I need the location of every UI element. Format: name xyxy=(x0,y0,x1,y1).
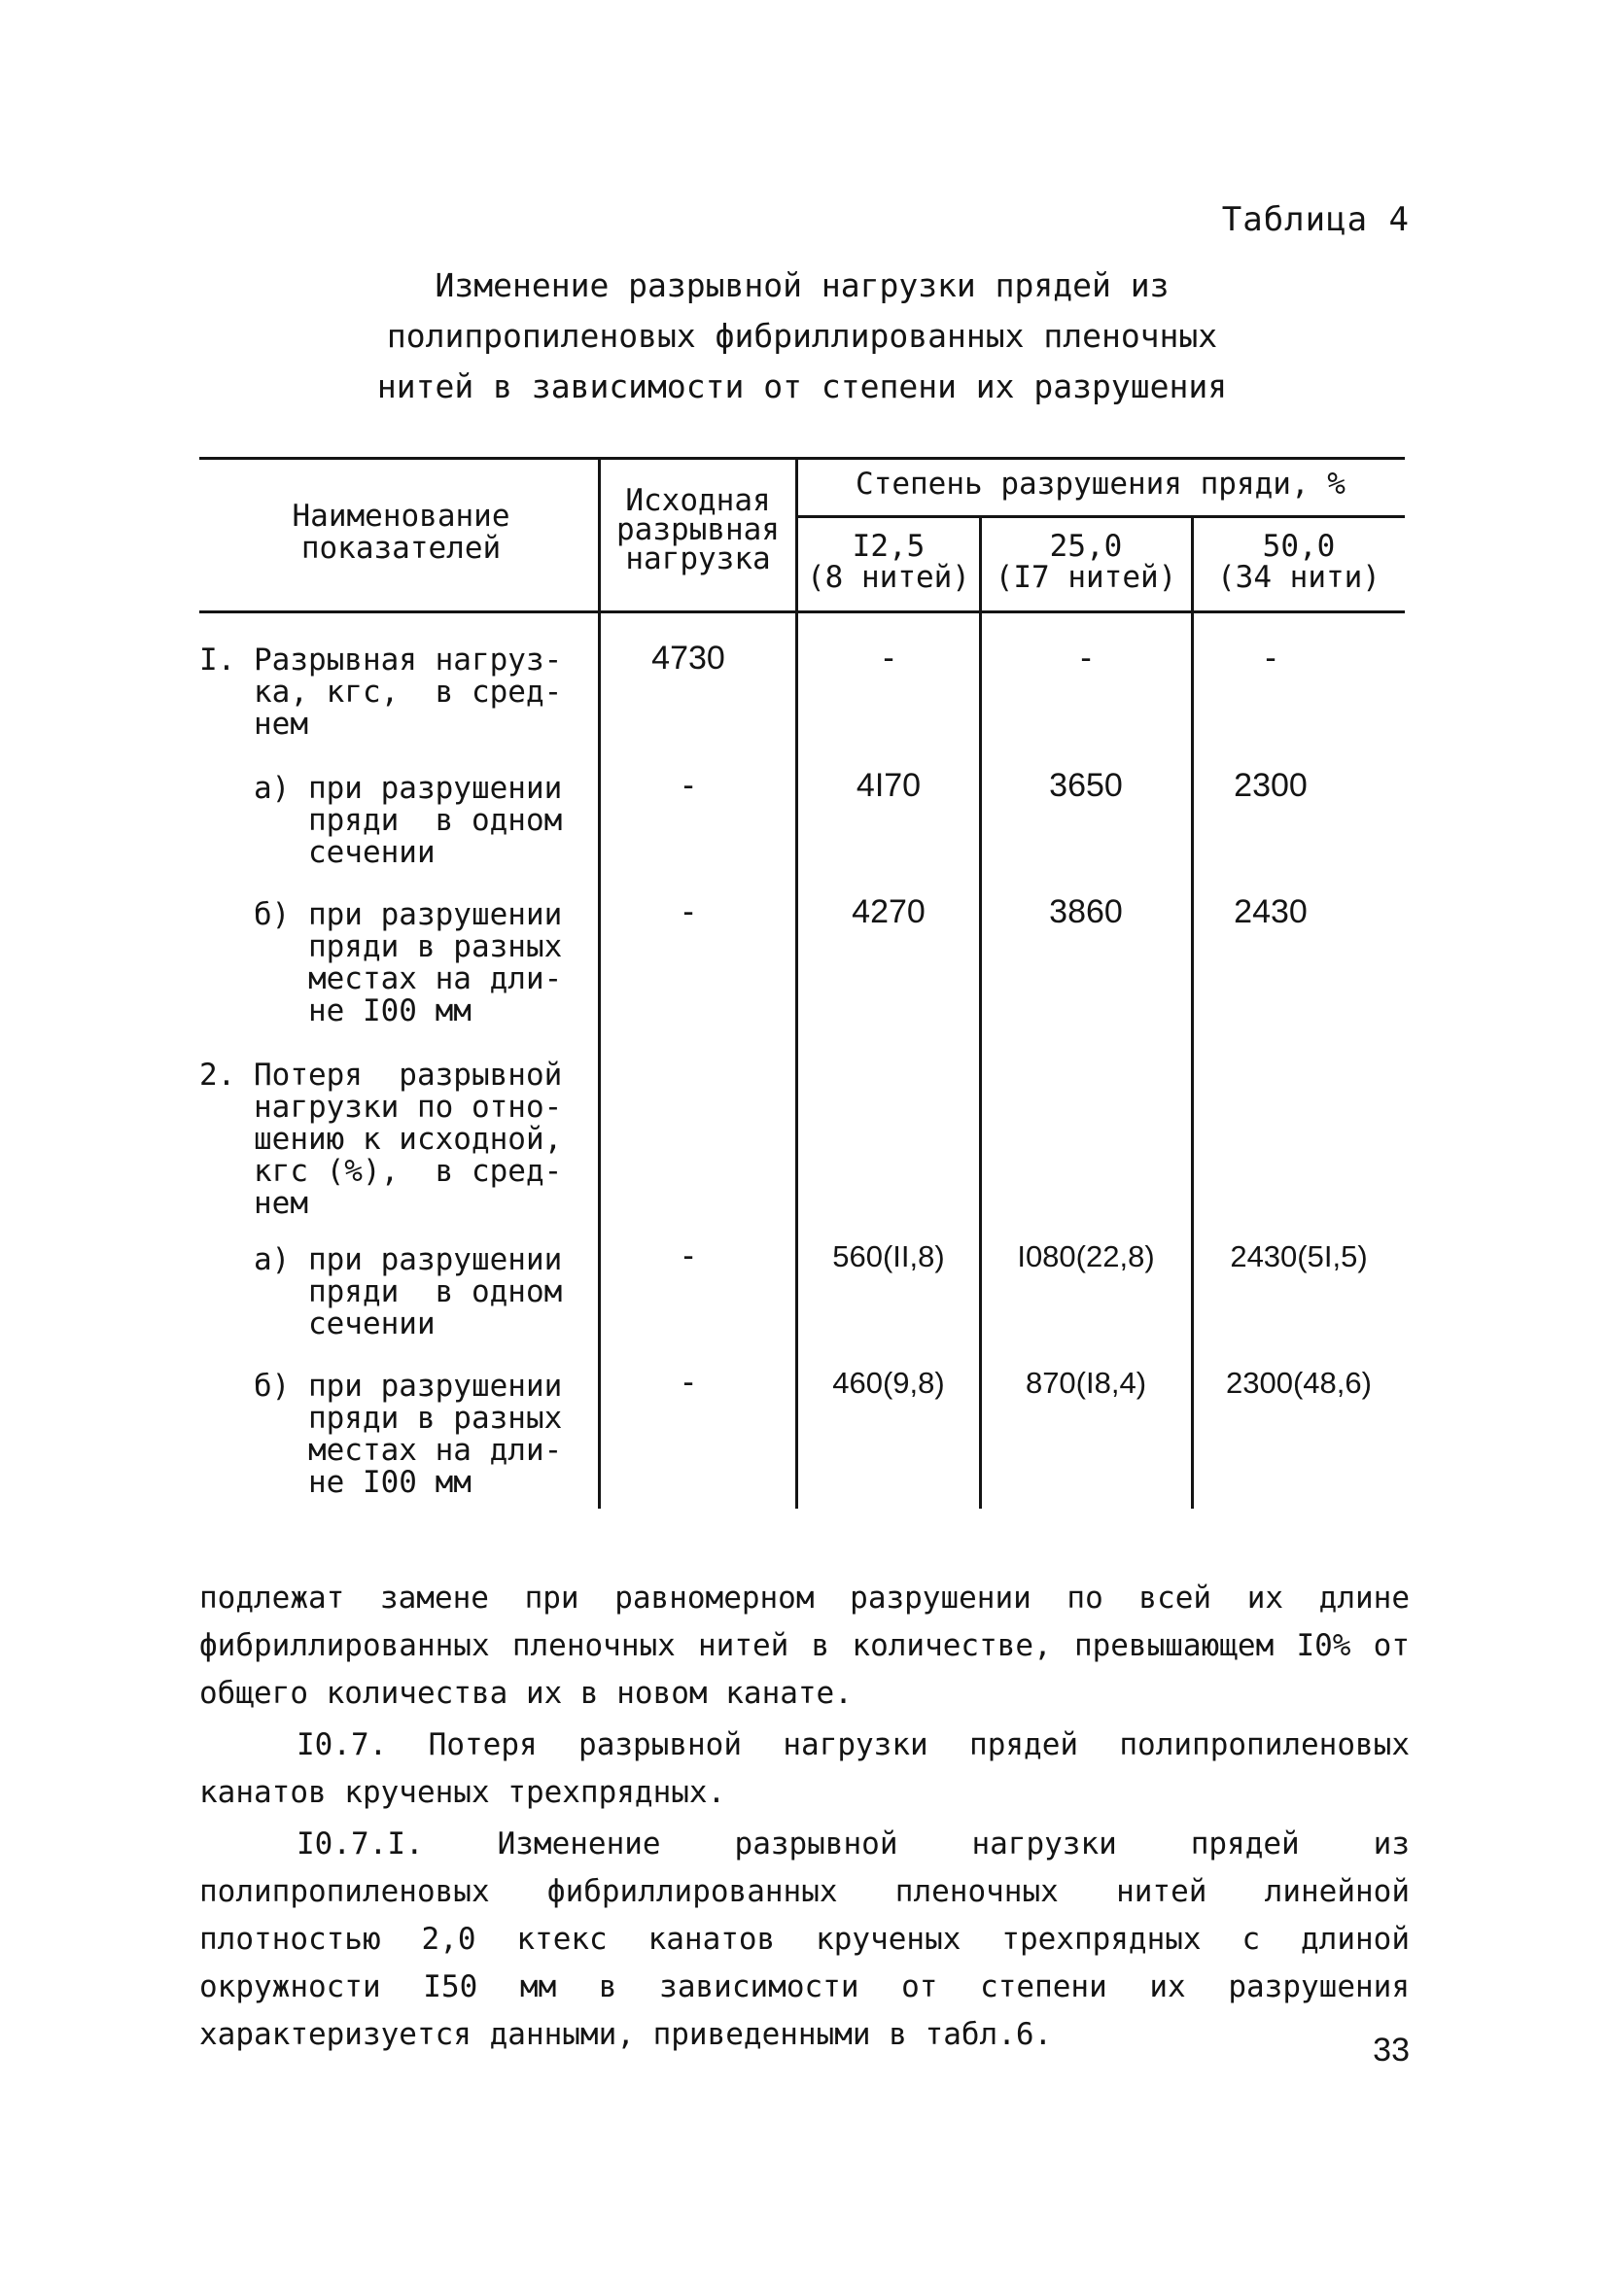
row-value: 2430(5I,5) xyxy=(1230,1239,1368,1273)
row-value: I080(22,8) xyxy=(1017,1239,1155,1273)
row-value: 460(9,8) xyxy=(832,1366,945,1400)
subheader-12-5: I2,5 (8 нитей) xyxy=(807,529,970,595)
row-name: б) при разрушении пряди в разных местах на дли- не I00 мм xyxy=(253,1369,563,1500)
row-value: - xyxy=(1080,640,1092,677)
body-text xyxy=(199,1575,1410,2063)
header-bottom-rule xyxy=(199,610,1405,613)
body-paragraph: подлежат замене при равномерном разрушении по всей их длине фибриллированных пленочных нитей в количестве, превышающем I0% от общего количества их в новом канате. xyxy=(199,1581,1410,1711)
header-damage-degree: Степень разрушения пряди, % xyxy=(856,467,1346,502)
row-value: 4I70 xyxy=(856,767,922,804)
column-divider xyxy=(598,459,601,1509)
table-title-line: Изменение разрывной нагрузки прядей из xyxy=(435,266,1170,304)
row-initial: - xyxy=(682,1364,694,1401)
row-value: 3650 xyxy=(1049,767,1123,804)
body-paragraph: I0.7.I. Изменение разрывной нагрузки прядей из полипропиленовых фибриллированных пленочных нитей линейной плотностью 2,0 ктекс канатов крученых трехпрядных с длиной окружности I50 мм в зависимости от степени их разрушения характеризуется данными, приведенными в табл.6. xyxy=(199,1826,1410,2052)
header-initial-load: Исходная разрывная нагрузка xyxy=(616,483,780,576)
row-value: 2430 xyxy=(1234,893,1308,930)
row-value: 870(I8,4) xyxy=(1025,1366,1147,1400)
row-initial: - xyxy=(682,893,694,930)
row-value: 560(II,8) xyxy=(832,1239,945,1273)
table-top-rule xyxy=(199,457,1405,460)
row-value: 3860 xyxy=(1049,893,1123,930)
row-name: I. Разрывная нагруз- ка, кгс, в сред- нем xyxy=(199,643,563,742)
row-value: 2300(48,6) xyxy=(1226,1366,1372,1400)
table-title xyxy=(194,261,1410,412)
page-number: 33 xyxy=(1373,2032,1410,2069)
row-initial: 4730 xyxy=(651,640,725,677)
table-title-line: полипропиленовых фибриллированных пленочных xyxy=(386,317,1218,355)
table-label: Таблица 4 xyxy=(1221,200,1410,239)
row-initial: - xyxy=(682,767,694,804)
row-value: 4270 xyxy=(852,893,926,930)
subheader-50-0: 50,0 (34 нити) xyxy=(1217,529,1381,595)
column-divider xyxy=(795,459,798,1509)
row-name: б) при разрушении пряди в разных местах на дли- не I00 мм xyxy=(253,897,563,1028)
header-name: Наименование показателей xyxy=(292,499,510,566)
body-paragraph: I0.7. Потеря разрывной нагрузки прядей полипропиленовых канатов крученых трехпрядных. xyxy=(199,1727,1410,1810)
row-name: а) при разрушении пряди в одном сечении xyxy=(253,1242,563,1341)
row-value: - xyxy=(883,640,894,677)
subheader-25-0: 25,0 (I7 нитей) xyxy=(995,529,1177,595)
row-name: а) при разрушении пряди в одном сечении xyxy=(253,771,563,870)
row-initial: - xyxy=(682,1237,694,1274)
row-name: 2. Потеря разрывной нагрузки по отно- шению к исходной, кгс (%), в сред- нем xyxy=(199,1058,563,1221)
row-value: 2300 xyxy=(1234,767,1308,804)
row-value: - xyxy=(1265,640,1276,677)
table-title-line: нитей в зависимости от степени их разрушения xyxy=(376,367,1228,405)
subheader-rule xyxy=(797,515,1405,518)
